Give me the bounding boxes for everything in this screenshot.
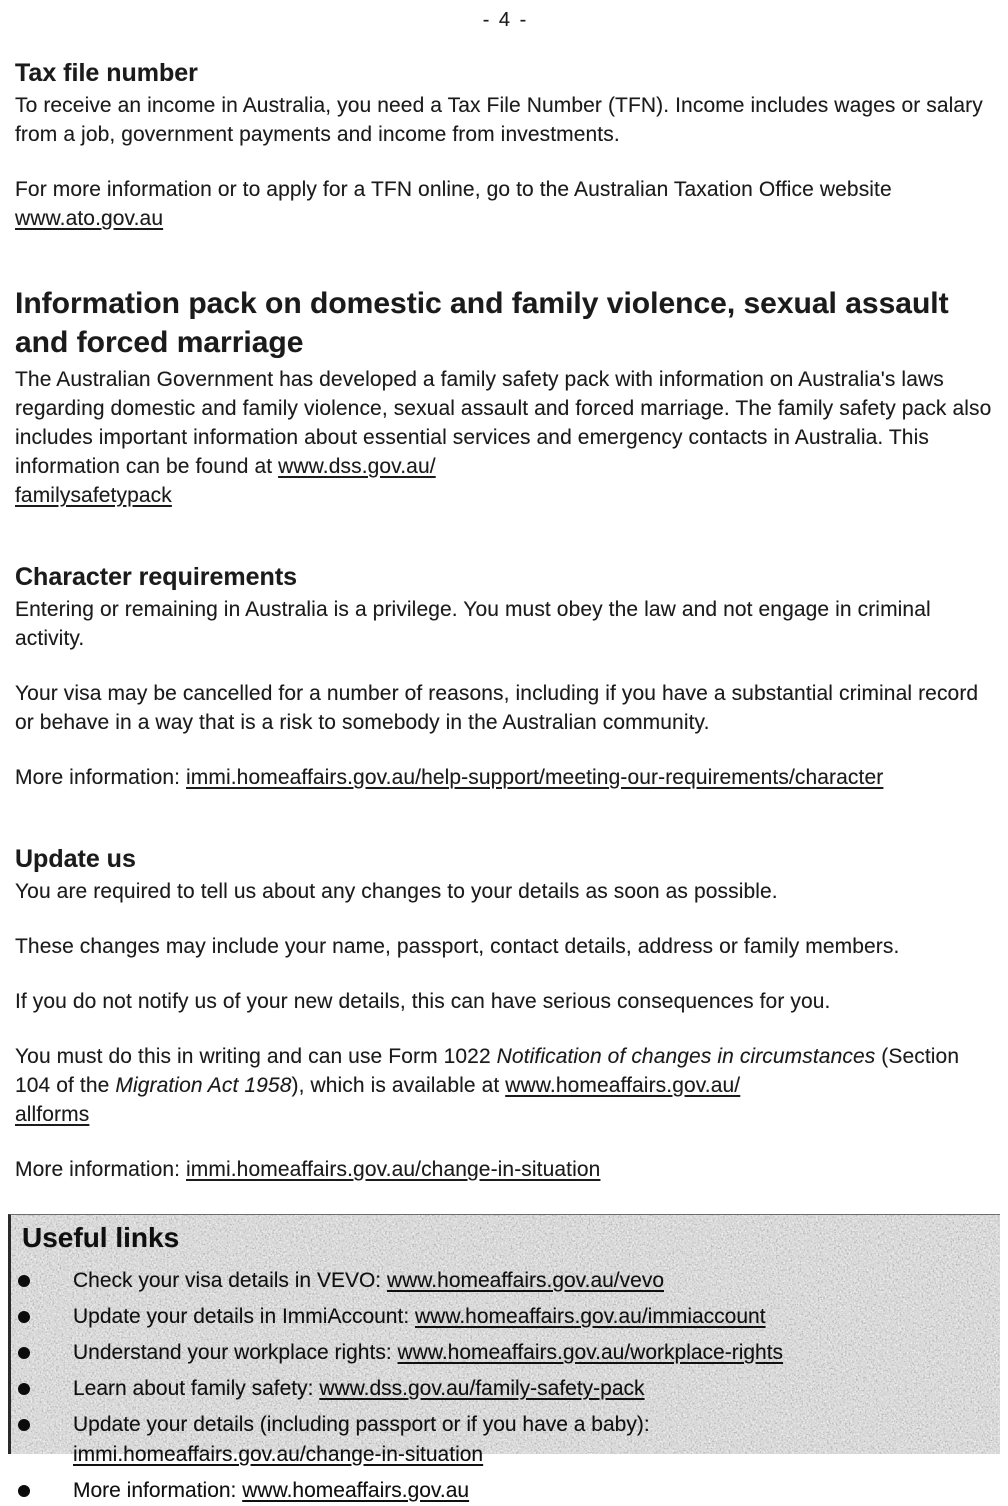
page-number: - 4 - xyxy=(482,9,529,31)
text-run: Update your details (including passport or if you have a baby): xyxy=(73,1413,650,1436)
text-run: Entering or remaining in Australia is a privilege. You must obey the law and not engage in criminal activity. xyxy=(15,598,931,650)
section-character-requirements xyxy=(15,536,996,818)
link[interactable]: www.homeaffairs.gov.au xyxy=(242,1479,470,1502)
paragraph xyxy=(15,175,996,233)
bullet-icon xyxy=(18,1419,30,1431)
text-run: These changes may include your name, passport, contact details, address or family members. xyxy=(15,935,900,958)
text-run: To receive an income in Australia, you need a Tax File Number (TFN). Income includes wages or salary from a job, government payments and income from investments. xyxy=(15,94,983,146)
text-run: If you do not notify us of your new details, this can have serious consequences for you. xyxy=(15,990,831,1013)
text-run: Learn about family safety: xyxy=(73,1377,320,1400)
text-run: The Australian Government has developed a family safety pack with information on Australia's laws regarding domestic and family violence, sexual assault and forced marriage. The family safety pack also includes important information about essential services and emergency contacts in Australia. This information can be found at xyxy=(15,368,992,478)
bullet-icon xyxy=(18,1383,30,1395)
bullet-icon xyxy=(18,1485,30,1497)
paragraph xyxy=(15,987,996,1016)
useful-links-heading: Useful links xyxy=(22,1222,180,1253)
link[interactable]: immi.homeaffairs.gov.au/change-in-situation xyxy=(186,1158,601,1181)
bullet-icon xyxy=(18,1275,30,1287)
paragraph xyxy=(15,1042,996,1129)
list-item xyxy=(15,1302,986,1332)
link[interactable]: immi.homeaffairs.gov.au/change-in-situation xyxy=(73,1443,484,1466)
bullet-icon xyxy=(18,1311,30,1323)
italic-text: Notification of changes in circumstances xyxy=(496,1045,876,1068)
list-item xyxy=(15,1374,986,1404)
useful-links-content xyxy=(11,1215,1000,1506)
list-item-text xyxy=(73,1266,664,1296)
bullet-icon xyxy=(18,1347,30,1359)
italic-text: Migration Act 1958 xyxy=(115,1074,292,1097)
text-run: ), which is available at xyxy=(291,1074,506,1097)
list-item-text xyxy=(73,1374,645,1404)
text-run: More information: xyxy=(15,1158,187,1181)
link[interactable]: familysafetypack xyxy=(15,484,172,507)
link[interactable]: www.dss.gov.au/ xyxy=(278,455,436,478)
paragraph xyxy=(15,932,996,961)
text-run: More information: xyxy=(73,1479,243,1502)
section-tax-file-number xyxy=(15,32,996,259)
link[interactable]: www.dss.gov.au/family-safety-pack xyxy=(319,1377,645,1400)
list-item xyxy=(15,1266,986,1296)
text-run: Check your visa details in VEVO: xyxy=(73,1269,387,1292)
link[interactable]: www.homeaffairs.gov.au/vevo xyxy=(386,1269,664,1292)
paragraph xyxy=(15,91,996,149)
text-run: Update your details in ImmiAccount: xyxy=(73,1305,415,1328)
useful-links-box xyxy=(8,1214,1000,1502)
link[interactable]: www.ato.gov.au xyxy=(15,207,164,230)
text-run: More information: xyxy=(15,766,187,789)
text-run: For more information or to apply for a TFN online, go to the Australian Taxation Office website xyxy=(15,178,892,201)
list-item-text xyxy=(73,1410,650,1470)
section-heading: Update us xyxy=(15,845,136,873)
list-item-text xyxy=(73,1302,766,1332)
list-item xyxy=(15,1338,986,1368)
section-heading: Tax file number xyxy=(15,59,198,87)
paragraph xyxy=(15,1155,996,1184)
text-run: Your visa may be cancelled for a number of reasons, including if you have a substantial criminal record or behave in a way that is a risk to somebody in the Australian community. xyxy=(15,682,979,734)
text-run: Understand your workplace rights: xyxy=(73,1341,398,1364)
text-run: You are required to tell us about any changes to your details as soon as possible. xyxy=(15,880,778,903)
section-heading: Character requirements xyxy=(15,563,298,591)
link[interactable]: www.homeaffairs.gov.au/workplace-rights xyxy=(397,1341,784,1364)
section-update-us xyxy=(15,818,996,1210)
paragraph xyxy=(15,595,996,653)
paragraph xyxy=(15,763,996,792)
paragraph xyxy=(15,877,996,906)
text-run: You must do this in writing and can use Form 1022 xyxy=(15,1045,497,1068)
paragraph xyxy=(15,365,996,510)
section-family-safety-information-pack xyxy=(15,259,996,536)
list-item-text xyxy=(73,1476,469,1506)
section-heading: Information pack on domestic and family violence, sexual assault and forced marriage xyxy=(15,287,949,359)
list-item xyxy=(15,1476,986,1506)
link[interactable]: www.homeaffairs.gov.au/ xyxy=(505,1074,741,1097)
text-run: (Section 104 of the xyxy=(15,1045,960,1097)
useful-links-list xyxy=(15,1266,986,1506)
link[interactable]: allforms xyxy=(15,1103,90,1126)
link[interactable]: immi.homeaffairs.gov.au/help-support/meeting-our-requirements/character xyxy=(186,766,884,789)
list-item-text xyxy=(73,1338,783,1368)
paragraph xyxy=(15,679,996,737)
link[interactable]: www.homeaffairs.gov.au/immiaccount xyxy=(415,1305,766,1328)
list-item xyxy=(15,1410,986,1470)
